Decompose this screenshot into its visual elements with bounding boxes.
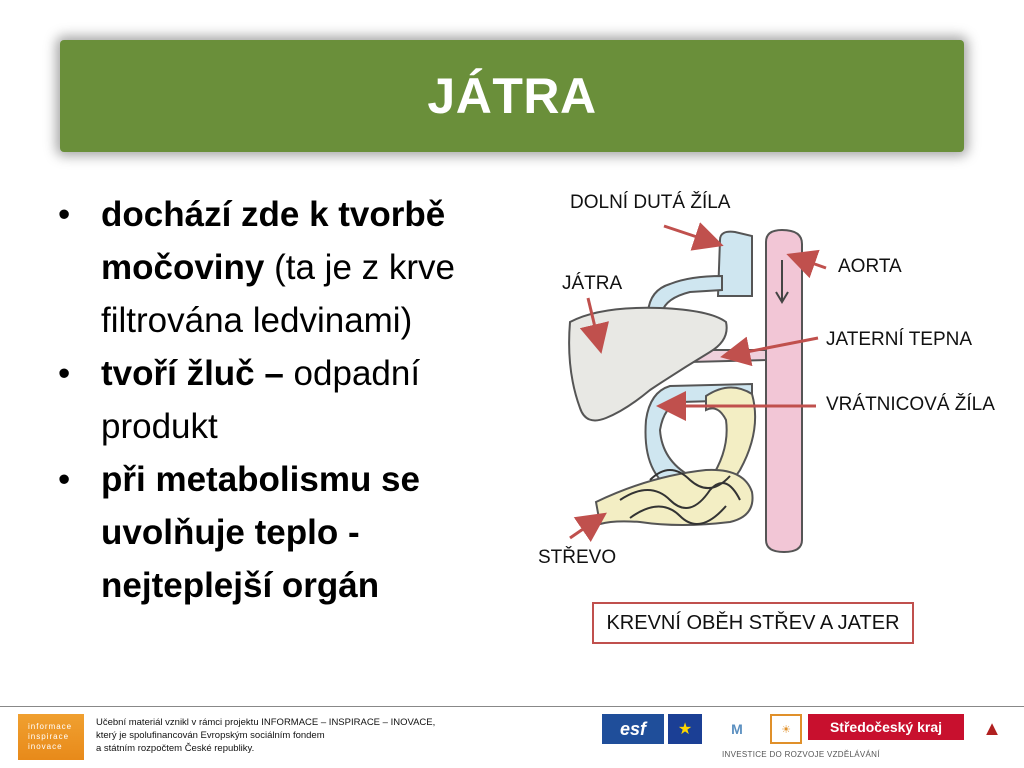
project-logo-line: inovace: [28, 742, 63, 751]
eu-flag-icon: ★: [668, 714, 702, 744]
label-jatra: JÁTRA: [562, 273, 623, 294]
label-strevo: STŘEVO: [538, 547, 617, 568]
bullet-bold: dochází zde k tvorbě močoviny: [101, 195, 446, 287]
esf-logo: esf: [602, 714, 664, 744]
label-aorta: AORTA: [838, 256, 902, 277]
msmt-logo: M: [731, 721, 743, 737]
label-jaterni-tepna: JATERNÍ TEPNA: [826, 329, 973, 350]
bullet-bold: při metabolismu se uvolňuje teplo - nejteplejší orgán: [101, 460, 420, 605]
slide-title: JÁTRA: [427, 68, 597, 124]
footer-divider: [0, 706, 1024, 707]
diagram-caption: KREVNÍ OBĚH STŘEV A JATER: [592, 602, 914, 644]
bullet-item: [58, 453, 528, 612]
footer-text-line: který je spolufinancován Evropským sociálním fondem: [96, 730, 325, 741]
vena-cava-shape: [718, 232, 752, 296]
jesenice-logo-icon: ▲: [982, 717, 1002, 740]
investice-text: INVESTICE DO ROZVOJE VZDĚLÁVÁNÍ: [722, 750, 880, 759]
footer-text-line: Učební materiál vznikl v rámci projektu INFORMACE – INSPIRACE – INOVACE,: [96, 717, 436, 728]
aorta-shape: [766, 230, 802, 552]
label-vratnicova-zila: VRÁTNICOVÁ ŽÍLA: [826, 394, 995, 415]
op-logo: ☀: [770, 714, 802, 744]
bullet-list: [58, 188, 528, 612]
bullet-item: [58, 188, 528, 347]
footer-text-line: a státním rozpočtem České republiky.: [96, 743, 255, 754]
project-logo: [18, 714, 84, 760]
project-logo-line: informace: [28, 722, 73, 731]
bullet-item: [58, 347, 528, 453]
label-dolni-duta-zila: DOLNÍ DUTÁ ŽÍLA: [570, 192, 731, 213]
footer-text: [96, 716, 496, 755]
partner-logos: [600, 712, 1020, 764]
bullet-normal: (ta je z krve filtrována ledvinami): [101, 248, 455, 340]
project-logo-line: inspirace: [28, 732, 70, 741]
bullet-bold: tvoří žluč –: [101, 354, 284, 393]
kraj-logo: Středočeský kraj: [808, 714, 964, 740]
title-bar: [60, 40, 964, 152]
circulation-drawing: [530, 180, 1024, 600]
liver-shape: [569, 308, 727, 421]
circulation-diagram: [530, 180, 1024, 600]
bullet-normal: odpadní produkt: [101, 354, 421, 446]
